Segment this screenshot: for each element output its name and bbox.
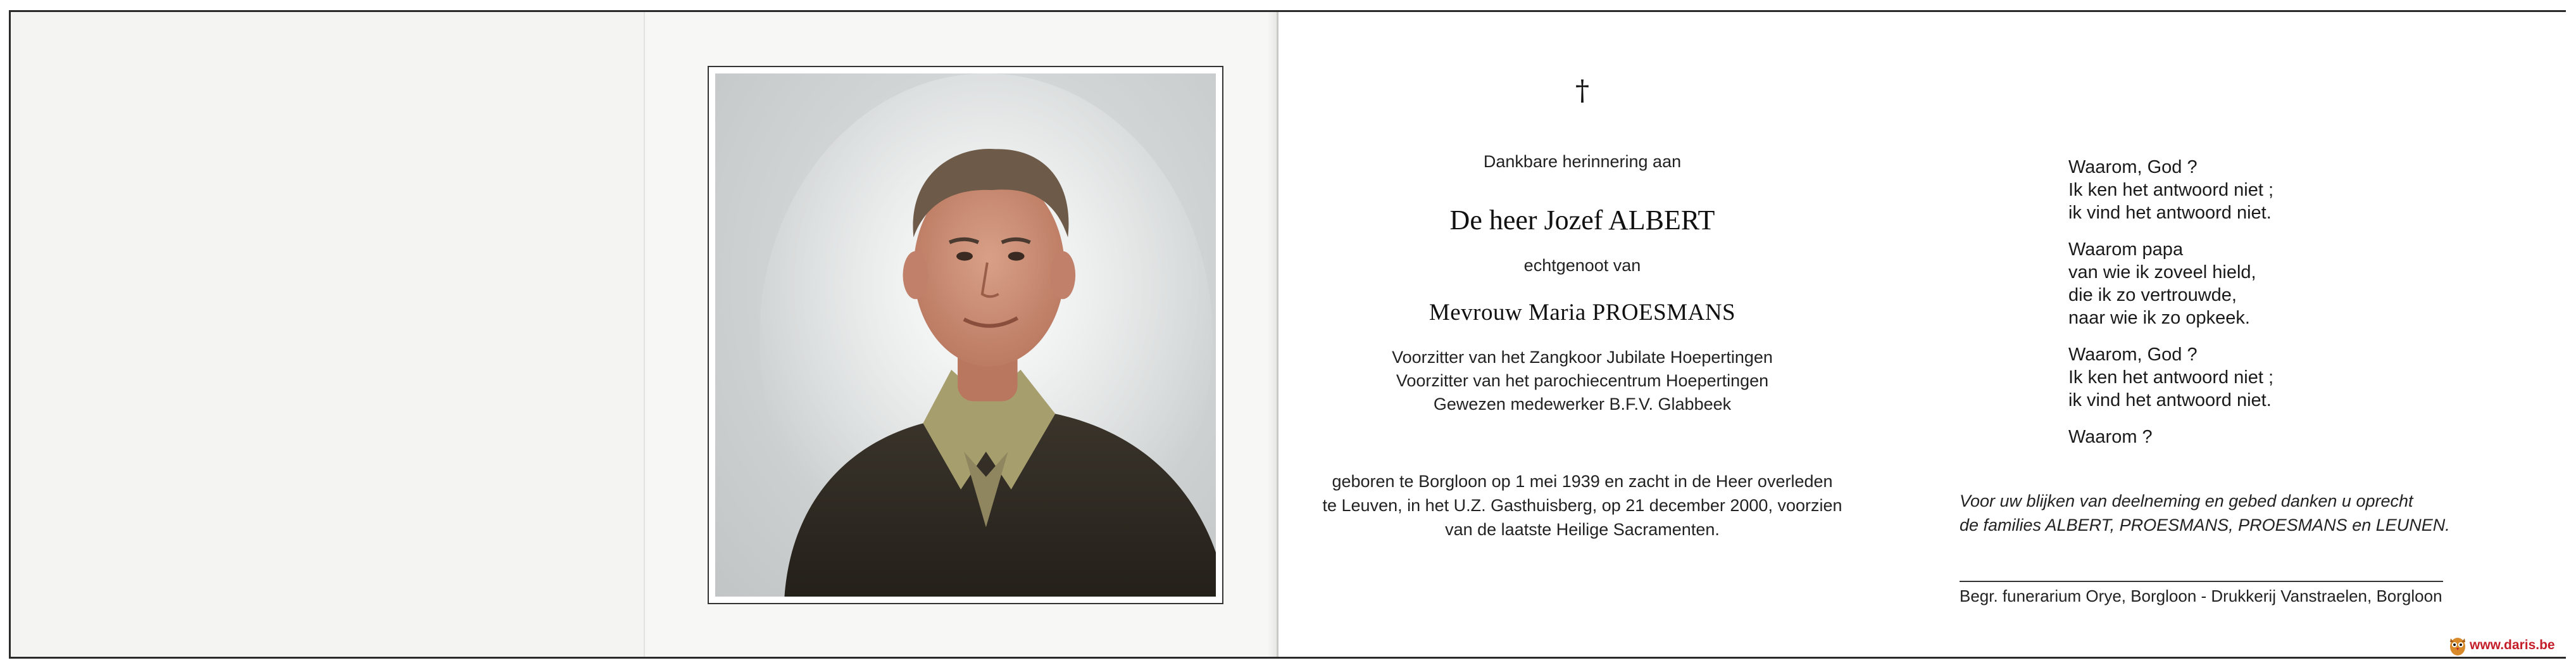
roles-list [1297, 346, 1867, 416]
spouse-name: Mevrouw Maria PROESMANS [1429, 300, 1736, 326]
portrait-illustration [715, 73, 1216, 597]
poem-line: Ik ken het antwoord niet ; [2068, 180, 2274, 200]
role-line: Gewezen medewerker B.F.V. Glabbeek [1433, 395, 1732, 414]
owl-logo-icon [2448, 635, 2467, 656]
watermark [2448, 633, 2555, 657]
printer-credit: Begr. funerarium Orye, Borgloon - Drukkerij Vanstraelen, Borgloon [1960, 586, 2442, 605]
poem-line: die ik zo vertrouwde, [2068, 285, 2237, 305]
poem-line: Waarom ? [2068, 427, 2153, 447]
bio-line: geboren te Borgloon op 1 mei 1939 en zacht in de Heer overleden [1332, 472, 1833, 491]
poem-stanza [2068, 156, 2511, 224]
portrait-frame [708, 66, 1223, 604]
poem-line: Waarom papa [2068, 239, 2184, 260]
portrait-photo [715, 73, 1216, 597]
poem-line: van wie ik zoveel hield, [2068, 262, 2256, 282]
bio-line: te Leuven, in het U.Z. Gasthuisberg, op 21 december 2000, voorzien [1322, 496, 1842, 515]
thanks-text [1960, 489, 2517, 537]
poem-stanza [2068, 426, 2511, 448]
deceased-name: De heer Jozef ALBERT [1449, 205, 1715, 236]
role-line: Voorzitter van het parochiecentrum Hoepertingen [1396, 371, 1769, 390]
poem [2068, 156, 2511, 462]
watermark-text: www.daris.be [2470, 638, 2555, 652]
poem-line: ik vind het antwoord niet. [2068, 203, 2272, 223]
poem-line: Waarom, God ? [2068, 157, 2198, 177]
poem-line: ik vind het antwoord niet. [2068, 390, 2272, 410]
divider [1960, 581, 2443, 582]
intro-text: Dankbare herinnering aan [1483, 152, 1682, 171]
poem-line: Waarom, God ? [2068, 345, 2198, 365]
thanks-line: Voor uw blijken van deelneming en gebed danken u oprecht [1960, 491, 2413, 510]
poem-stanza [2068, 343, 2511, 412]
poem-line: naar wie ik zo opkeek. [2068, 308, 2250, 328]
poem-stanza [2068, 238, 2511, 329]
cross-icon: † [1575, 75, 1589, 107]
blank-left-panel [11, 12, 644, 657]
bio-line: van de laatste Heilige Sacramenten. [1445, 520, 1720, 539]
relation-text: echtgenoot van [1523, 256, 1641, 275]
thanks-line: de families ALBERT, PROESMANS, PROESMANS en LEUNEN. [1960, 516, 2450, 535]
poem-line: Ik ken het antwoord niet ; [2068, 367, 2274, 388]
fold-shadow [1267, 12, 1279, 657]
biography [1297, 469, 1867, 542]
role-line: Voorzitter van het Zangkoor Jubilate Hoepertingen [1392, 348, 1773, 367]
